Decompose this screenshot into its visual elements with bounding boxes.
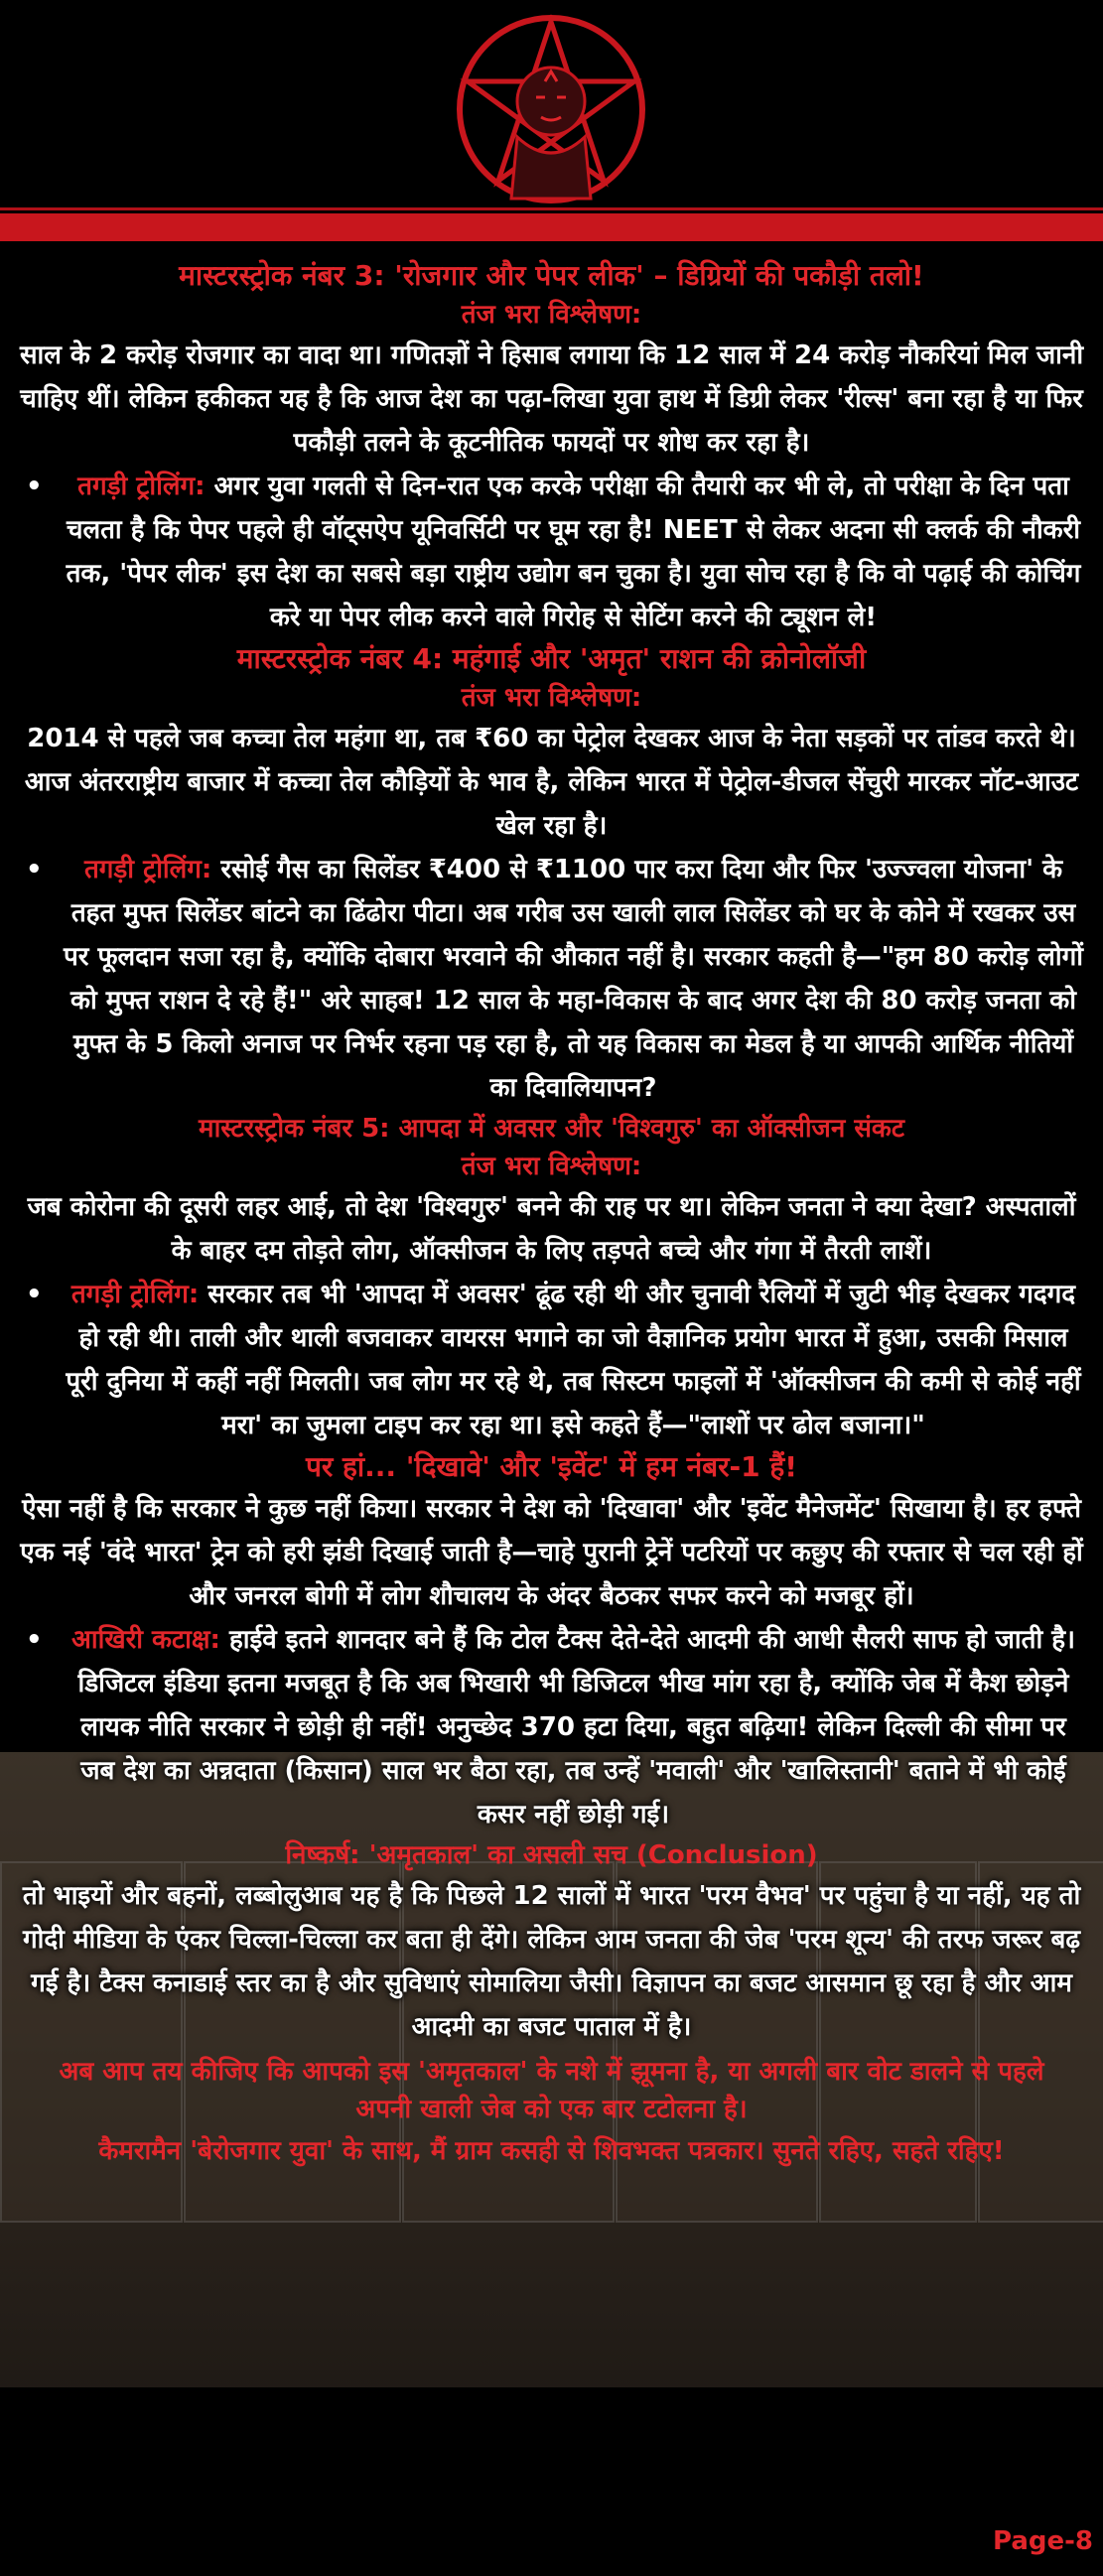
bullet-icon: • [26, 472, 43, 501]
section-title: मास्टरस्ट्रोक नंबर 3: 'रोजगार और पेपर लीक' – डिग्रियों की पकौड़ी तलो! [179, 259, 924, 292]
bullet-icon: • [26, 1625, 43, 1655]
header-red-band [0, 213, 1103, 241]
page-number: Page-8 [992, 2526, 1093, 2556]
section-paragraph: तो भाइयों और बहनों, लब्बोलुआब यह है कि पिछले 12 सालों में भारत 'परम वैभव' पर पहुंचा है या नहीं, यह तो गोदी मीडिया के एंकर चिल्ला-चिल्ला कर बता ही देंगे। लेकिन आम जनता की जेब 'परम शून्य' की तरफ जरूर बढ़ गई है। टैक्स कनाडाई स्तर का है और सुविधाएं सोमालिया जैसी। विज्ञापन का बजट आसमान छू रहा है और आम आदमी का बजट पाताल में है। [22, 1881, 1081, 2042]
bullet-text: सरकार तब भी 'आपदा में अवसर' ढूंढ रही थी और चुनावी रैलियों में जुटी भीड़ देखकर गदगद हो रही थी। ताली और थाली बजवाकर वायरस भगाने का जो वैज्ञानिक प्रयोग भारत में हुआ, उसकी मिसाल पूरी दुनिया में कहीं नहीं मिलती। जब लोग मर रहे थे, तब सिस्टम फाइलों में 'ऑक्सीजन की कमी से कोई नहीं मरा' का जुमला टाइप कर रहा था। इसे कहते हैं—"लाशों पर ढोल बजाना।" [66, 1280, 1081, 1440]
bullet-item [26, 1618, 1087, 1836]
closing-signoff: कैमरामैन 'बेरोजगार युवा' के साथ, मैं ग्राम कसही से शिवभक्त पत्रकार। सुनते रहिए, सहते रहिए! [98, 2136, 1005, 2166]
section-masterstroke-3 [0, 256, 1103, 639]
bullet-item [26, 1273, 1087, 1447]
bullet-icon: • [26, 1280, 43, 1309]
section-masterstroke-5 [0, 1110, 1103, 1447]
closing-call-to-action: अब आप तय कीजिए कि आपको इस 'अमृतकाल' के नशे में झूमना है, या अगली बार वोट डालने से पहले अपनी खाली जेब को एक बार टटोलना है। [59, 2057, 1044, 2124]
bullet-label: आखिरी कटाक्ष: [71, 1625, 220, 1655]
article [0, 256, 1103, 2170]
section-title: पर हां... 'दिखावे' और 'इवेंट' में हम नंबर-1 हैं! [305, 1450, 798, 1483]
bullet-text: रसोई गैस का सिलेंडर ₹400 से ₹1100 पार करा दिया और फिर 'उज्ज्वला योजना' के तहत मुफ्त सिलेंडर बांटने का ढिंढोरा पीटा। अब गरीब उस खाली लाल सिलेंडर को घर के कोने में रखकर उस पर फूलदान सजा रहा है, क्योंकि दोबारा भरवाने की औकात नहीं है। सरकार कहती है—"हम 80 करोड़ लोगों को मुफ्त राशन दे रहे हैं!" अरे साहब! 12 साल के महा-विकास के बाद अगर देश की 80 करोड़ जनता को मुफ्त के 5 किलो अनाज पर निर्भर रहना पड़ रहा है, तो यह विकास का मेडल है या आपकी आर्थिक नीतियों का दिवालियापन? [63, 855, 1084, 1103]
section-title: मास्टरस्ट्रोक नंबर 5: आपदा में अवसर और 'विश्वगुरु' का ऑक्सीजन संकट [199, 1114, 904, 1144]
section-title: मास्टरस्ट्रोक नंबर 4: महंगाई और 'अमृत' राशन की क्रोनोलॉजी [236, 642, 867, 675]
bullet-label: तगड़ी ट्रोलिंग: [77, 472, 206, 501]
bullet-label: तगड़ी ट्रोलिंग: [70, 1280, 200, 1309]
section-paragraph: 2014 से पहले जब कच्चा तेल महंगा था, तब ₹60 का पेट्रोल देखकर आज के नेता सड़कों पर तांडव करते थे। आज अंतरराष्ट्रीय बाजार में कच्चा तेल कौड़ियों के भाव है, लेकिन भारत में पेट्रोल-डीजल सेंचुरी मारकर नॉट-आउट खेल रहा है। [24, 724, 1079, 841]
section-conclusion [0, 1836, 1103, 2049]
section-subtitle: तंज भरा विश्लेषण: [461, 683, 642, 713]
section-subtitle: तंज भरा विश्लेषण: [461, 1152, 642, 1181]
section-paragraph: जब कोरोना की दूसरी लहर आई, तो देश 'विश्वगुरु' बनने की राह पर था। लेकिन जनता ने क्या देखा? अस्पतालों के बाहर दम तोड़ते लोग, ऑक्सीजन के लिए तड़पते बच्चे और गंगा में तैरती लाशें। [27, 1192, 1076, 1266]
bullet-icon: • [26, 855, 43, 884]
section-events [0, 1447, 1103, 1836]
bullet-item [26, 848, 1087, 1110]
section-paragraph: साल के 2 करोड़ रोजगार का वादा था। गणितज्ञों ने हिसाब लगाया कि 12 साल में 24 करोड़ नौकरियां मिल जानी चाहिए थीं। लेकिन हकीकत यह है कि आज देश का पढ़ा-लिखा युवा हाथ में डिग्री लेकर 'रील्स' बना रहा है या फिर पकौड़ी तलने के कूटनीतिक फायदों पर शोध कर रहा है। [19, 340, 1084, 458]
trident-pentagram-emblem-icon [442, 10, 660, 218]
bullet-label: तगड़ी ट्रोलिंग: [83, 855, 212, 884]
bullet-text: हाईवे इतने शानदार बने हैं कि टोल टैक्स देते-देते आदमी की आधी सैलरी साफ हो जाती है। डिजिटल इंडिया इतना मजबूत है कि अब भिखारी भी डिजिटल भीख मांग रहा है, क्योंकि जेब में कैश छोड़ने लायक नीति सरकार ने छोड़ी ही नहीं! अनुच्छेद 370 हटा दिया, बहुत बढ़िया! लेकिन दिल्ली की सीमा पर जब देश का अन्नदाता (किसान) साल भर बैठा रहा, तब उन्हें 'मवाली' और 'खालिस्तानी' बताने में भी कोई कसर नहीं छोड़ी गई। [77, 1625, 1075, 1830]
bullet-text: अगर युवा गलती से दिन-रात एक करके परीक्षा की तैयारी कर भी ले, तो परीक्षा के दिन पता चलता है कि पेपर पहले ही वॉट्सऐप यूनिवर्सिटी पर घूम रहा है! NEET से लेकर अदना सी क्लर्क की नौकरी तक, 'पेपर लीक' इस देश का सबसे बड़ा राष्ट्रीय उद्योग बन चुका है। युवा सोच रहा है कि वो पढ़ाई की कोचिंग करे या पेपर लीक करने वाले गिरोह से सेटिंग करने की ट्यूशन ले! [66, 472, 1081, 632]
header [0, 0, 1103, 243]
section-paragraph: ऐसा नहीं है कि सरकार ने कुछ नहीं किया। सरकार ने देश को 'दिखावा' और 'इवेंट मैनेजमेंट' सिखाया है। हर हफ्ते एक नई 'वंदे भारत' ट्रेन को हरी झंडी दिखाई जाती है—चाहे पुरानी ट्रेनें पटरियों पर कछुए की रफ्तार से चल रही हों और जनरल बोगी में लोग शौचालय के अंदर बैठकर सफर करने को मजबूर हों। [20, 1494, 1083, 1611]
section-subtitle: तंज भरा विश्लेषण: [461, 300, 642, 330]
section-title: निष्कर्ष: 'अमृतकाल' का असली सच (Conclusion) [285, 1840, 818, 1870]
section-masterstroke-4 [0, 639, 1103, 1110]
bullet-item [26, 465, 1087, 639]
